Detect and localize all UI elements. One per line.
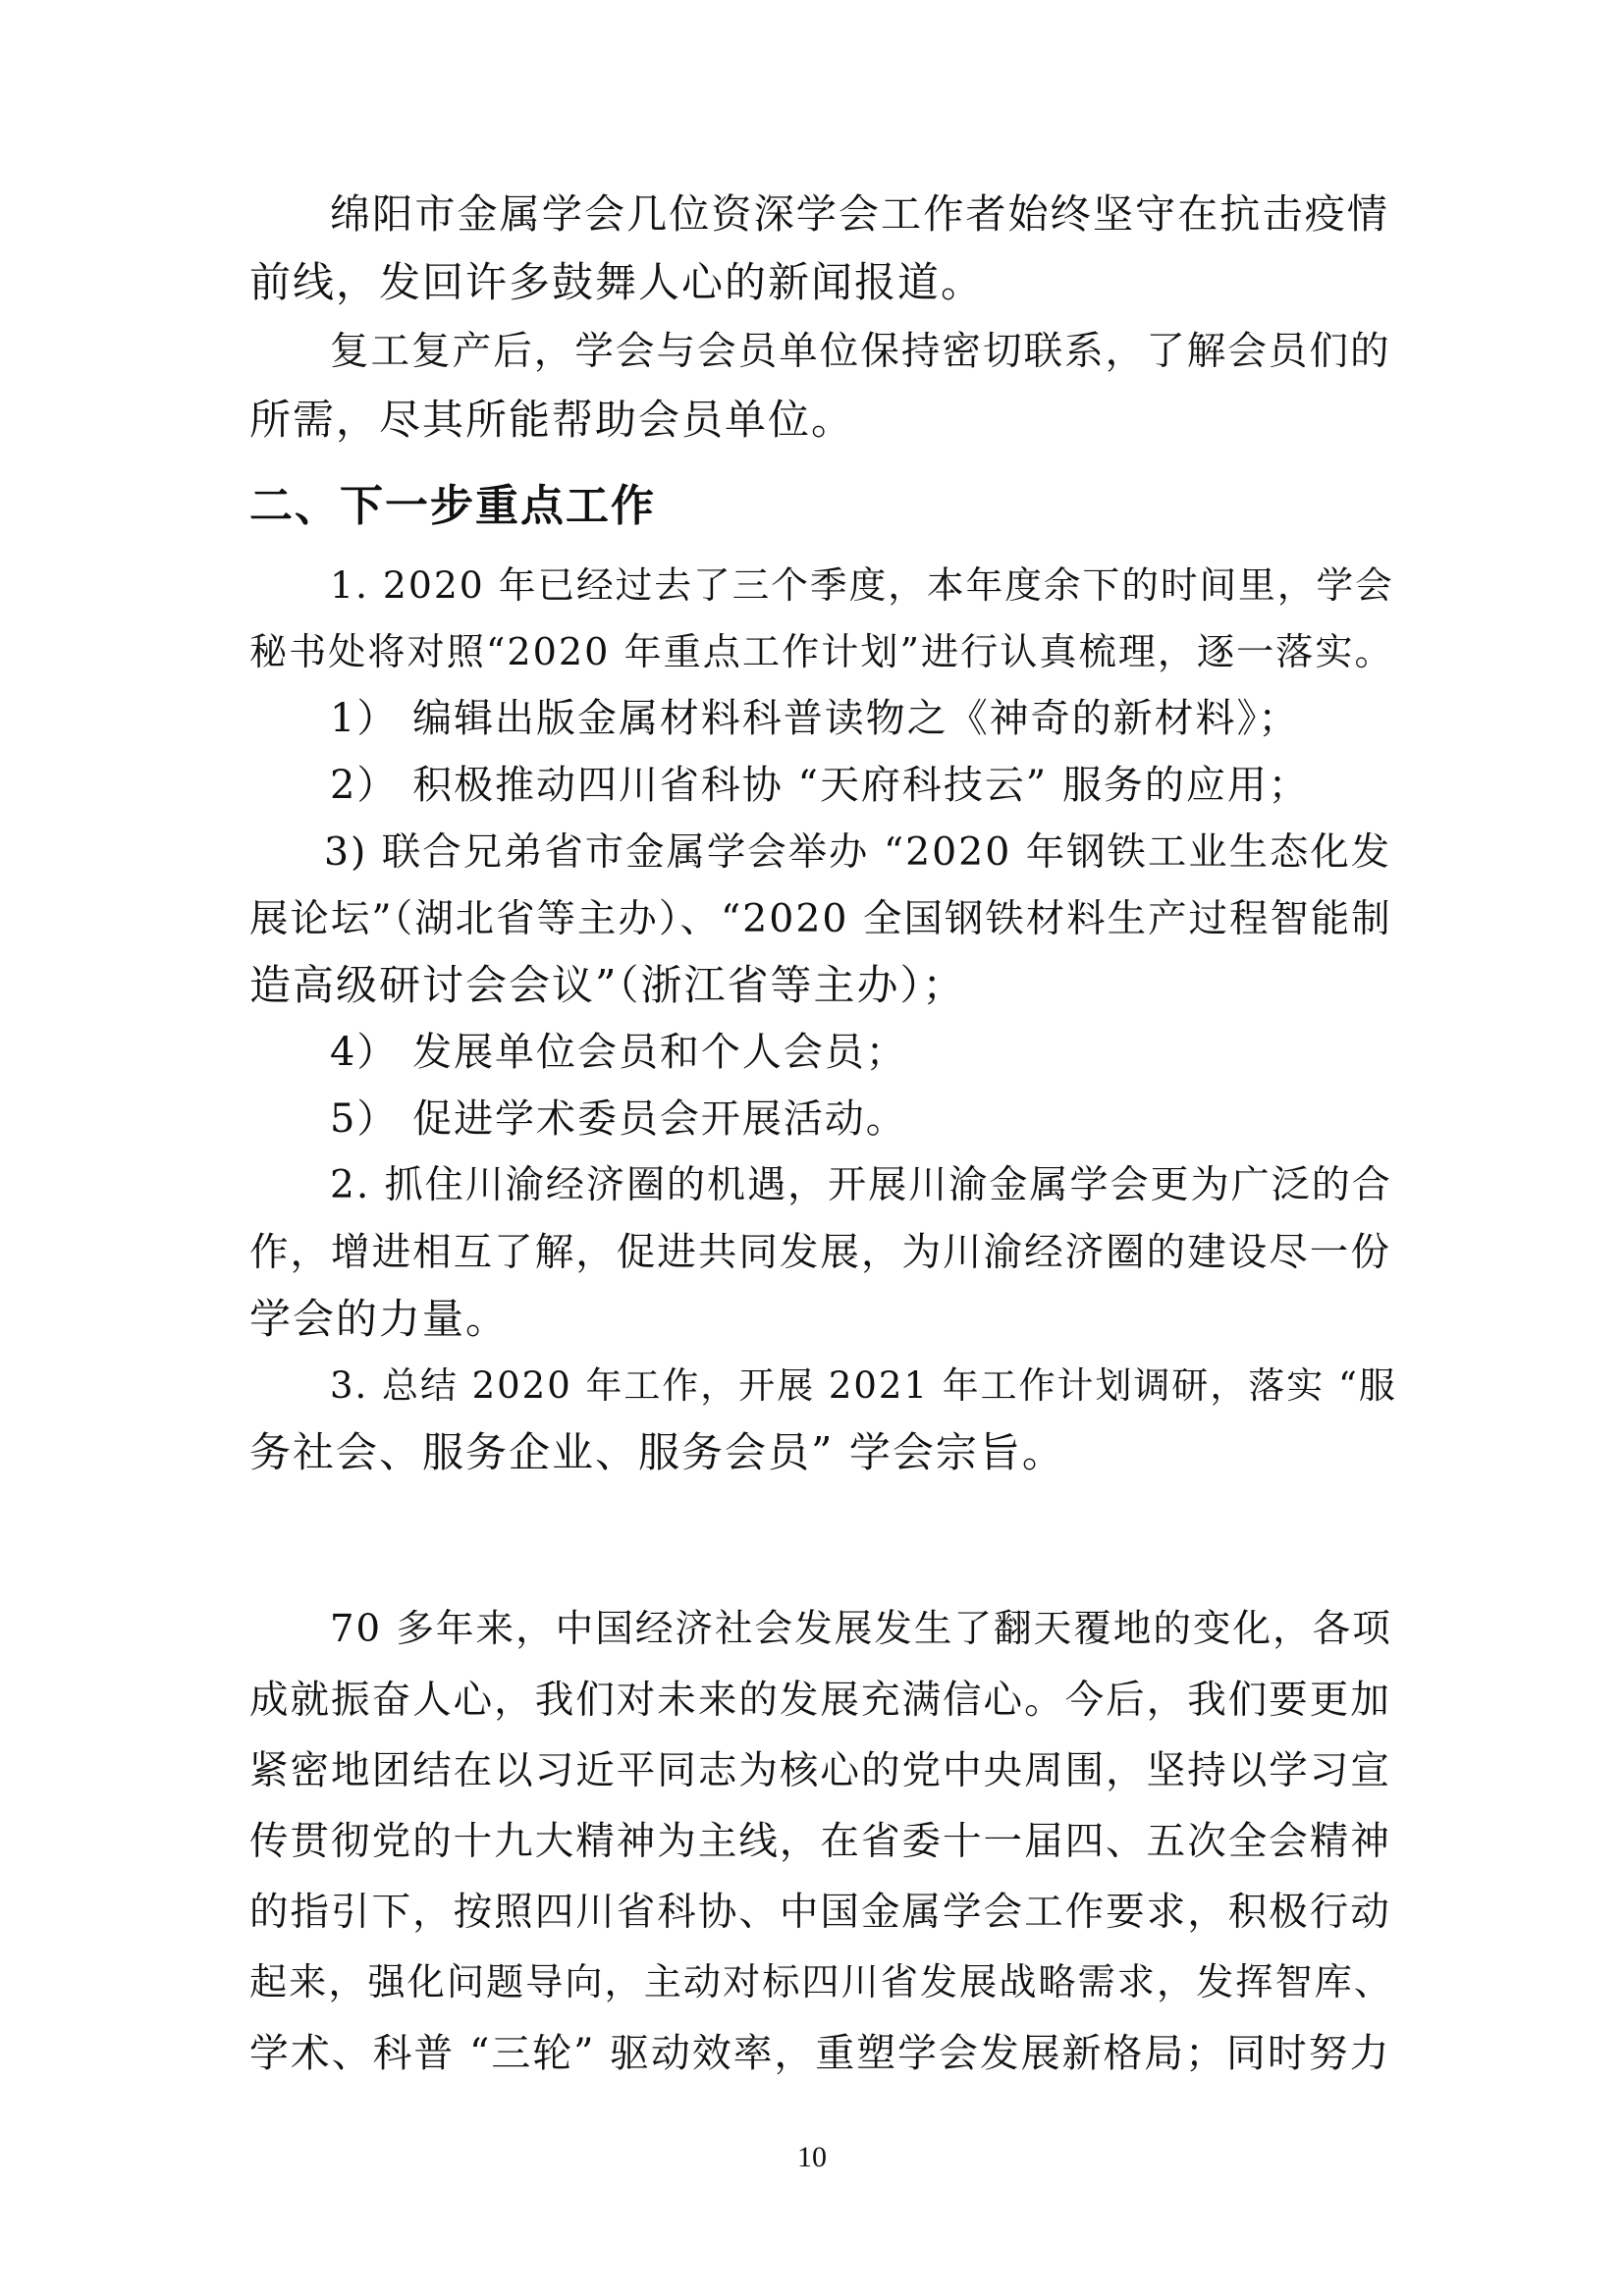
- page-number: 10: [797, 2141, 827, 2173]
- paragraph-line: 成就振奋人心，我们对未来的发展充满信心。今后，我们要更加: [249, 1678, 1391, 1723]
- paragraph-line: 紧密地团结在以习近平同志为核心的党中央周围，坚持以学习宣: [249, 1748, 1391, 1793]
- section-heading: 二、下一步重点工作: [249, 481, 656, 531]
- paragraph-line: 学术、科普 “三轮” 驱动效率，重塑学会发展新格局；同时努力: [249, 2031, 1391, 2076]
- paragraph-line: 2. 抓住川渝经济圈的机遇，开展川渝金属学会更为广泛的合: [330, 1163, 1392, 1207]
- list-item: 3) 联合兄弟省市金属学会举办 “2020 年钢铁工业生态化发: [324, 829, 1392, 875]
- paragraph-line: 绵阳市金属学会几位资深学会工作者始终坚守在抗击疫情: [330, 190, 1389, 238]
- paragraph-line: 所需，尽其所能帮助会员单位。: [249, 396, 855, 444]
- paragraph-line: 学会的力量。: [249, 1295, 510, 1343]
- paragraph-line: 1. 2020 年已经过去了三个季度，本年度余下的时间里，学会: [330, 563, 1394, 607]
- paragraph-line: 前线，发回许多鼓舞人心的新闻报道。: [249, 258, 985, 306]
- paragraph-line: 务社会、服务企业、服务会员” 学会宗旨。: [249, 1428, 1065, 1476]
- list-item: 5） 促进学术委员会开展活动。: [330, 1096, 907, 1142]
- paragraph-line: 3. 总结 2020 年工作，开展 2021 年工作计划调研，落实 “服: [330, 1364, 1397, 1407]
- paragraph-line: 起来，强化问题导向，主动对标四川省发展战略需求，发挥智库、: [249, 1961, 1393, 2004]
- paragraph-line: 复工复产后，学会与会员单位保持密切联系，了解会员们的: [330, 329, 1391, 374]
- paragraph-line: 秘书处将对照“2020 年重点工作计划”进行认真梳理，逐一落实。: [249, 630, 1394, 673]
- list-item: 4） 发展单位会员和个人会员；: [330, 1030, 907, 1075]
- paragraph-line: 展论坛”（湖北省等主办）、“2020 全国钢铁材料生产过程智能制: [249, 896, 1392, 941]
- paragraph-line: 作，增进相互了解，促进共同发展，为川渝经济圈的建设尽一份: [249, 1230, 1391, 1275]
- list-item: 1） 编辑出版金属材料科普读物之《神奇的新材料》；: [330, 696, 1300, 741]
- paragraph-line: 70 多年来，中国经济社会发展发生了翻天覆地的变化，各项: [330, 1607, 1392, 1651]
- list-item: 2） 积极推动四川省科协 “天府科技云” 服务的应用；: [330, 763, 1310, 808]
- paragraph-line: 传贯彻党的十九大精神为主线，在省委十一届四、五次全会精神: [249, 1819, 1391, 1864]
- paragraph-line: 的指引下，按照四川省科协、中国金属学会工作要求，积极行动: [249, 1890, 1391, 1935]
- paragraph-line: 造高级研讨会会议”（浙江省等主办）；: [249, 961, 966, 1009]
